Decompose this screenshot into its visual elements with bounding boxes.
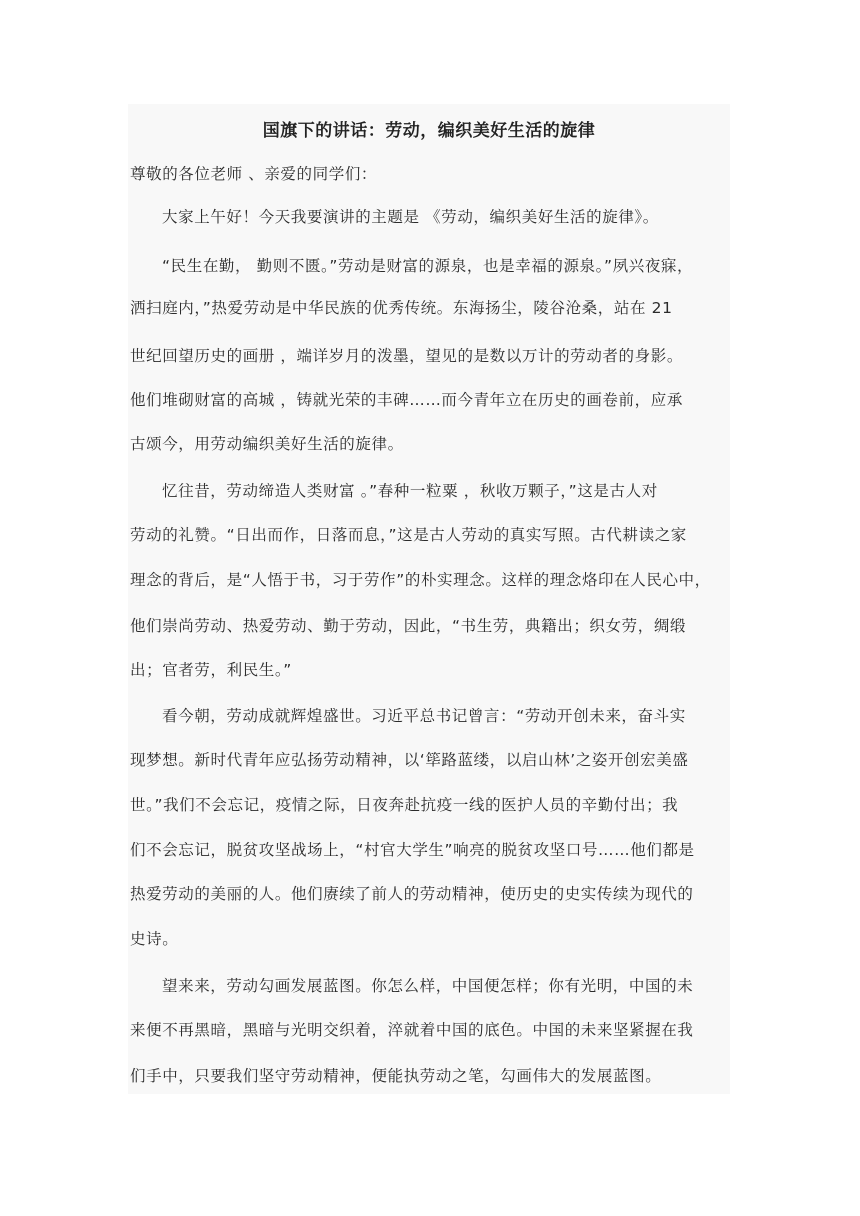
paragraph-line: 大家上午好！今天我要演讲的主题是 《劳动，编织美好生活的旋律》。 bbox=[162, 208, 659, 226]
text-block-background bbox=[128, 104, 730, 1094]
paragraph-line: 劳动的礼赞。“日出而作，日落而息，”这是古人劳动的真实写照。古代耕读之家 bbox=[130, 526, 687, 544]
paragraph-line: 理念的背后，是“人悟于书，习于劳作”的朴实理念。这样的理念烙印在人民心中， bbox=[130, 571, 711, 589]
paragraph-line: 史诗。 bbox=[130, 930, 179, 948]
paragraph-line: 望来来，劳动勾画发展蓝图。你怎么样，中国便怎样；你有光明，中国的未 bbox=[162, 977, 694, 995]
paragraph-line: 现梦想。新时代青年应弘扬劳动精神，以‘筚路蓝缕，以启山林’之姿开创宏美盛 bbox=[130, 751, 689, 769]
paragraph-line: 他们堆砌财富的高城 ，铸就光荣的丰碑……而今青年立在历史的画卷前，应承 bbox=[130, 391, 683, 409]
speech-title: 国旗下的讲话：劳动，编织美好生活的旋律 bbox=[262, 121, 596, 141]
paragraph-line: 他们崇尚劳动、热爱劳动、勤于劳动，因此，“书生劳，典籍出；织女劳，绸缎 bbox=[130, 617, 687, 635]
paragraph-line: 来便不再黑暗，黑暗与光明交织着，淬就着中国的底色。中国的未来坚紧握在我 bbox=[130, 1021, 694, 1039]
paragraph-line: “民生在勤， 勤则不匮。”劳动是财富的源泉，也是幸福的源泉。”夙兴夜寐， bbox=[162, 257, 694, 275]
paragraph-line: 们手中，只要我们坚守劳动精神，便能执劳动之笔，勾画伟大的发展蓝图。 bbox=[130, 1067, 662, 1085]
paragraph-line: 忆往昔，劳动缔造人类财富 。”春种一粒粟 ，秋收万颗子，”这是古人对 bbox=[162, 482, 658, 500]
paragraph-line: 世纪回望历史的画册 ，端详岁月的泼墨，望见的是数以万计的劳动者的身影。 bbox=[130, 347, 683, 365]
paragraph-line: 世。”我们不会忘记，疫情之际，日夜奔赴抗疫一线的医护人员的辛勤付出；我 bbox=[130, 796, 679, 814]
paragraph-line: 们不会忘记，脱贫攻坚战场上，“村官大学生”响亮的脱贫攻坚口号……他们都是 bbox=[130, 841, 695, 859]
paragraph-line: 出；官者劳，利民生。” bbox=[130, 661, 292, 679]
paragraph-line: 看今朝，劳动成就辉煌盛世。习近平总书记曾言：“劳动开创未来，奋斗实 bbox=[162, 707, 686, 725]
paragraph-line: 古颂今，用劳动编织美好生活的旋律。 bbox=[130, 435, 404, 453]
greeting-line: 尊敬的各位老师 、亲爱的同学们： bbox=[130, 165, 378, 183]
paragraph-line: 洒扫庭内，”热爱劳动是中华民族的优秀传统。东海扬尘，陵谷沧桑，站在 21 bbox=[130, 299, 673, 317]
paragraph-line: 热爱劳动的美丽的人。他们赓续了前人的劳动精神，使历史的史实传续为现代的 bbox=[130, 885, 694, 903]
